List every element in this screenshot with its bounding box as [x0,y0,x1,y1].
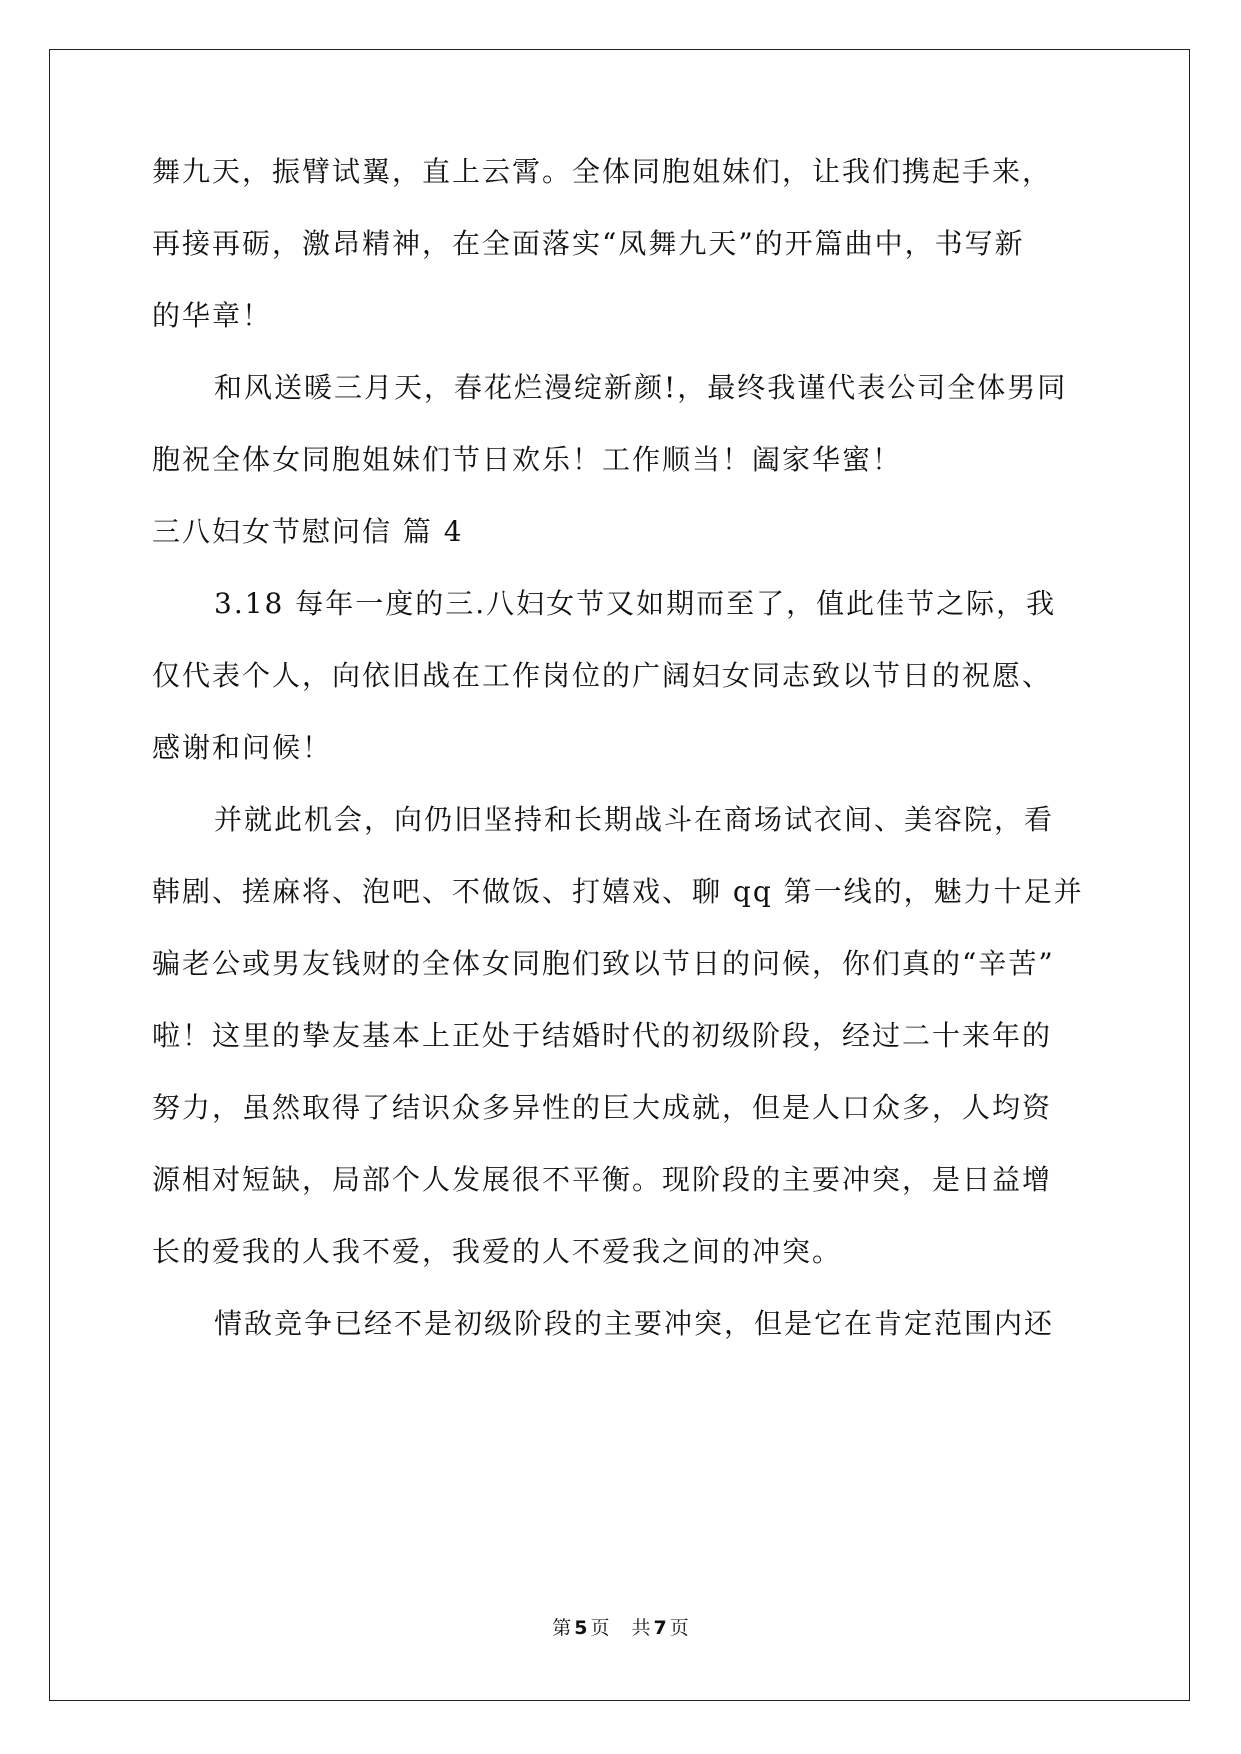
paragraph-start-line: 3.18 每年一度的三.八妇女节又如期而至了，值此佳节之际，我 [214,587,1057,620]
paragraph-start-line: 并就此机会，向仍旧坚持和长期战斗在商场试衣间、美容院，看 [214,803,1055,836]
text-line: 的华章！ [152,299,273,332]
text-line: 啦！这里的挚友基本上正处于结婚时代的初级阶段，经过二十来年的 [152,1019,1053,1052]
footer-page-unit: 页 [590,1617,610,1639]
text-line: 舞九天，振臂试翼，直上云霄。全体同胞姐妹们，让我们携起手来， [152,155,1053,188]
page-footer [0,1616,1241,1640]
text-line: 韩剧、搓麻将、泡吧、不做饭、打嬉戏、聊 qq 第一线的，魅力十足并 [152,875,1084,908]
text-line: 骗老公或男友钱财的全体女同胞们致以节日的问候，你们真的“辛苦” [152,947,1055,980]
footer-current-page: 5 [574,1617,588,1639]
text-line: 长的爱我的人我不爱，我爱的人不爱我之间的冲突。 [152,1235,843,1268]
text-line: 努力，虽然取得了结识众多异性的巨大成就，但是人口众多，人均资 [152,1091,1053,1124]
paragraph-start-line: 和风送暖三月天，春花烂漫绽新颜!，最终我谨代表公司全体男同 [214,371,1068,404]
text-line: 再接再砺，激昂精神，在全面落实“凤舞九天”的开篇曲中，书写新 [152,227,1025,260]
text-line: 仅代表个人，向依旧战在工作岗位的广阔妇女同志致以节日的祝愿、 [152,659,1053,692]
footer-total-pages: 7 [653,1617,667,1639]
text-line: 源相对短缺，局部个人发展很不平衡。现阶段的主要冲突，是日益增 [152,1163,1053,1196]
footer-total-prefix: 共 [631,1617,651,1639]
footer-total-unit: 页 [669,1617,689,1639]
paragraph-start-line: 情敌竞争已经不是初级阶段的主要冲突，但是它在肯定范围内还 [214,1307,1055,1340]
footer-page-prefix: 第 [552,1617,572,1639]
text-line: 感谢和问候！ [152,731,333,764]
section-heading: 三八妇女节慰问信 篇 4 [152,515,464,548]
text-line: 胞祝全体女同胞姐妹们节日欢乐！工作顺当！阖家华蜜！ [152,443,903,476]
